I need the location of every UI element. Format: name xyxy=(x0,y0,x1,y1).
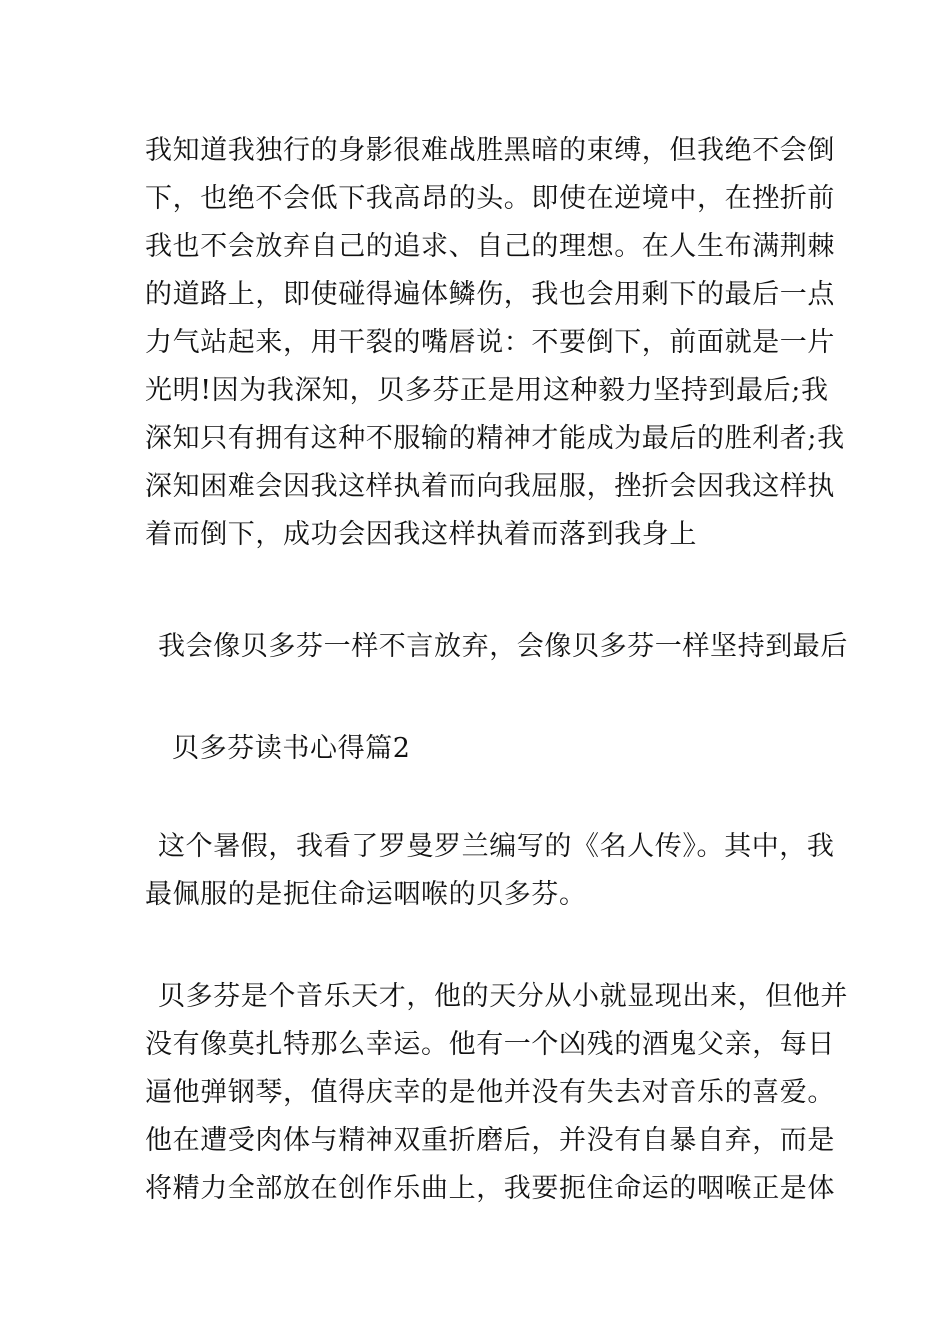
paragraph-1-line-1: 我知道我独行的身影很难战胜黑暗的束缚，但我绝不会倒 xyxy=(145,135,835,166)
paragraph-4-line-1: 贝多芬是个音乐天才，他的天分从小就显现出来，但他并 xyxy=(158,981,848,1012)
paragraph-2: 我会像贝多芬一样不言放弃，会像贝多芬一样坚持到最后 xyxy=(158,631,848,662)
paragraph-1-line-8: 深知困难会因我这样执着而向我屈服，挫折会因我这样执 xyxy=(145,471,835,502)
paragraph-4-line-3: 逼他弹钢琴，值得庆幸的是他并没有失去对音乐的喜爱。 xyxy=(145,1077,835,1108)
paragraph-4-line-5: 将精力全部放在创作乐曲上，我要扼住命运的咽喉正是体 xyxy=(145,1173,835,1204)
paragraph-3-line-1: 这个暑假，我看了罗曼罗兰编写的《名人传》。其中，我 xyxy=(158,831,835,862)
paragraph-4-line-2: 没有像莫扎特那么幸运。他有一个凶残的酒鬼父亲，每日 xyxy=(145,1029,835,1060)
paragraph-1-line-4: 的道路上，即使碰得遍体鳞伤，我也会用剩下的最后一点 xyxy=(145,279,835,310)
paragraph-1-line-6: 光明!因为我深知，贝多芬正是用这种毅力坚持到最后;我 xyxy=(145,375,829,406)
paragraph-1-line-2: 下，也绝不会低下我高昂的头。即使在逆境中，在挫折前 xyxy=(145,183,835,214)
paragraph-1-line-3: 我也不会放弃自己的追求、自己的理想。在人生布满荆棘 xyxy=(145,231,835,262)
paragraph-4-line-4: 他在遭受肉体与精神双重折磨后，并没有自暴自弃，而是 xyxy=(145,1125,835,1156)
paragraph-3-line-2: 最佩服的是扼住命运咽喉的贝多芬。 xyxy=(145,879,587,910)
paragraph-1-line-5: 力气站起来，用干裂的嘴唇说：不要倒下，前面就是一片 xyxy=(145,327,835,358)
paragraph-1-line-9: 着而倒下，成功会因我这样执着而落到我身上 xyxy=(145,519,697,550)
paragraph-1-line-7: 深知只有拥有这种不服输的精神才能成为最后的胜利者;我 xyxy=(145,423,845,454)
section-heading: 贝多芬读书心得篇2 xyxy=(172,733,411,764)
